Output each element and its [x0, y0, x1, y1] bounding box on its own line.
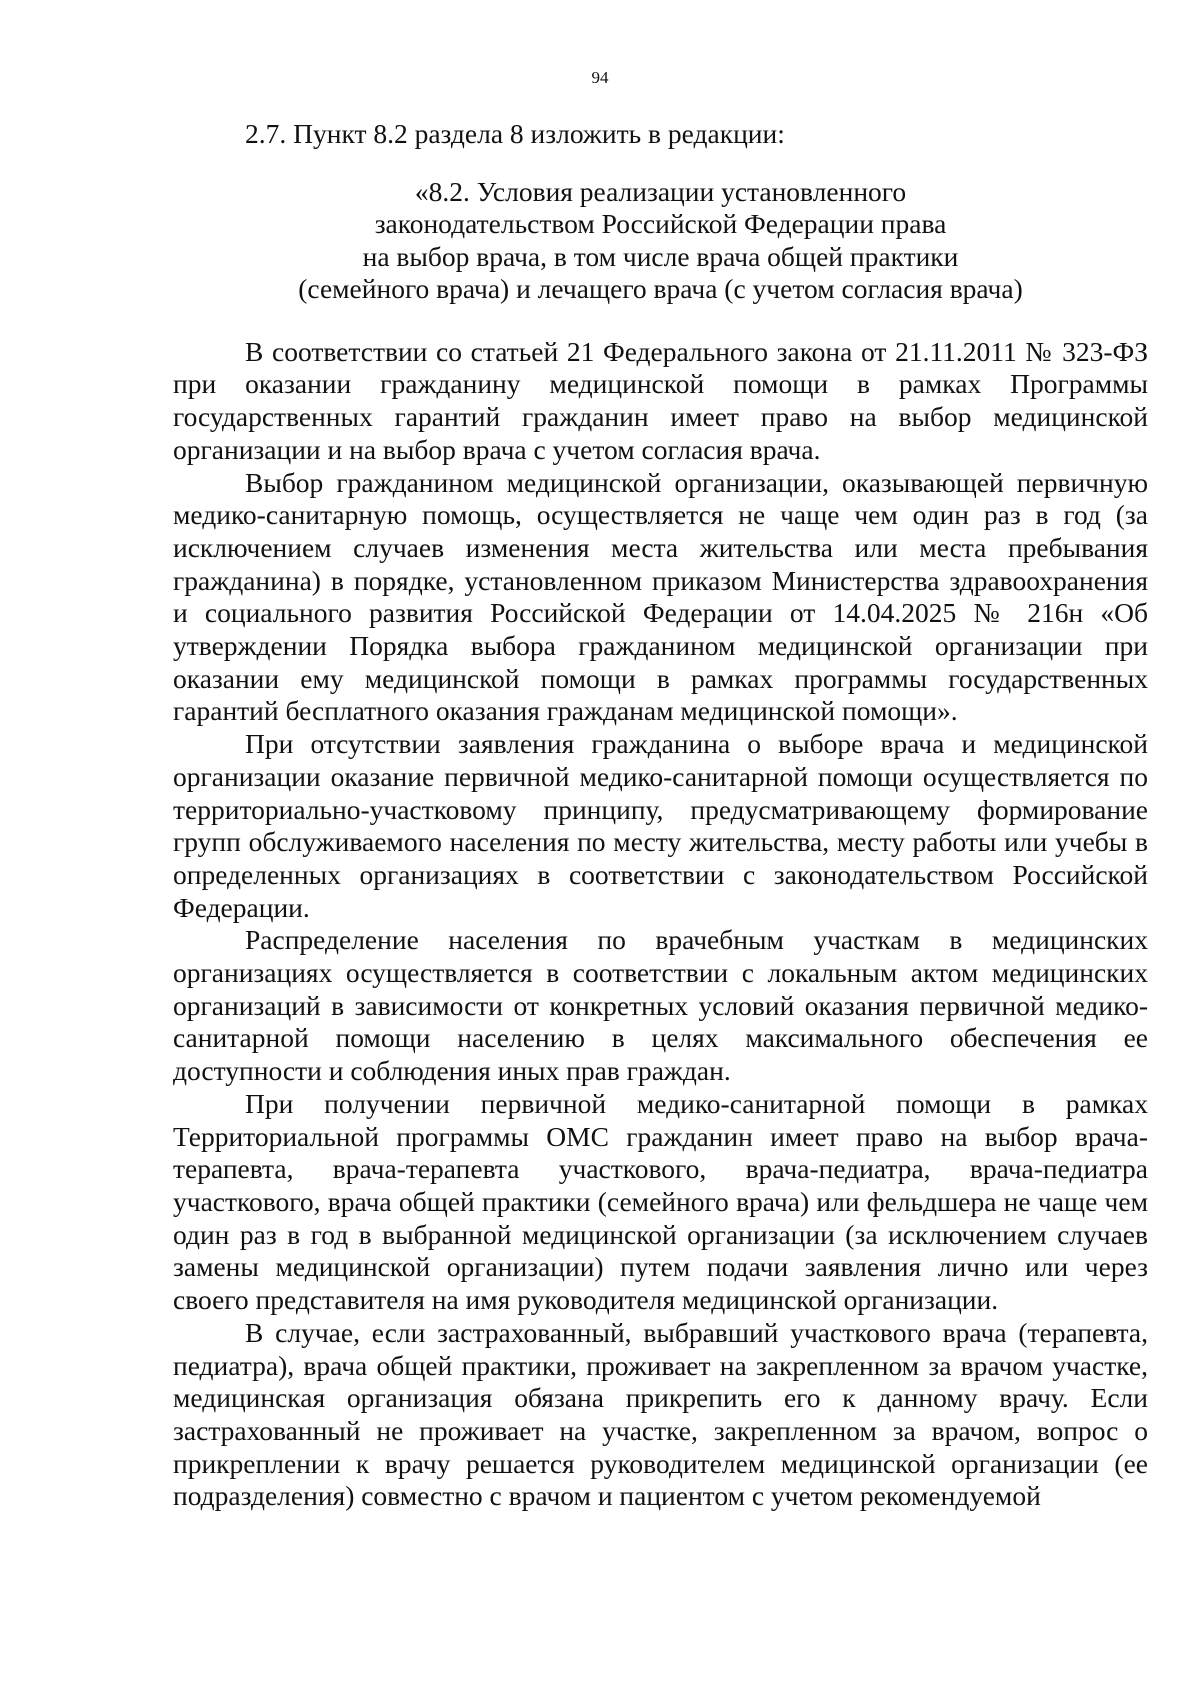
paragraph: В случае, если застрахованный, выбравший участкового врача (терапевта, педиатра), врача общей практики, проживает на закрепленном за врачом участке, медицинская организация обязана прикрепить его к данному врачу. Если застрахованный не проживает на участке, закрепленном за врачом, вопрос о прикреплении к врачу решается руководителем медицинской организации (ее подразделения) совместно с врачом и пациентом с учетом рекомендуемой: [173, 1316, 1148, 1512]
paragraph: Выбор гражданином медицинской организации, оказывающей первичную медико-санитарную помощь, осуществляется не чаще чем один раз в год (за исключением случаев изменения места жительства или места пребывания гражданина) в порядке, установленном приказом Министерства здравоохранения и социального развития Российской Федерации от 14.04.2025 № 216н «Об утверждении Порядка выбора гражданином медицинской организации при оказании ему медицинской помощи в рамках программы государственных гарантий бесплатного оказания гражданам медицинской помощи».: [173, 466, 1148, 727]
heading-line: на выбор врача, в том числе врача общей практики: [362, 240, 959, 272]
intro-line: 2.7. Пункт 8.2 раздела 8 изложить в редакции:: [245, 118, 785, 149]
paragraph: Распределение населения по врачебным участкам в медицинских организациях осуществляется в соответствии с локальным актом медицинских организаций в зависимости от конкретных условий оказания первичной медико-санитарной помощи населению в целях максимального обеспечения ее доступности и соблюдения иных прав граждан.: [173, 924, 1148, 1087]
section-heading: [173, 176, 1148, 306]
page-number: 94: [591, 68, 609, 87]
heading-line: законодательством Российской Федерации права: [374, 208, 947, 240]
heading-line: (семейного врача) и лечащего врача (с учетом согласия врача): [298, 273, 1023, 305]
paragraphs: [173, 336, 1148, 1513]
paragraph: При получении первичной медико-санитарной помощи в рамках Территориальной программы ОМС гражданин имеет право на выбор врача-терапевта, врача-терапевта участкового, врача-педиатра, врача-педиатра участкового, врача общей практики (семейного врача) или фельдшера не чаще чем один раз в год в выбранной медицинской организации (за исключением случаев замены медицинской организации) путем подачи заявления лично или через своего представителя на имя руководителя медицинской организации.: [173, 1087, 1148, 1316]
document-body: [173, 118, 1148, 1513]
paragraph: При отсутствии заявления гражданина о выборе врача и медицинской организации оказание первичной медико-санитарной помощи осуществляется по территориально-участковому принципу, предусматривающему формирование групп обслуживаемого населения по месту жительства, месту работы или учебы в определенных организациях в соответствии с законодательством Российской Федерации.: [173, 728, 1148, 923]
paragraph: В соответствии со статьей 21 Федерального закона от 21.11.2011 № 323-ФЗ при оказании гражданину медицинской помощи в рамках Программы государственных гарантий гражданин имеет право на выбор медицинской организации и на выбор врача с учетом согласия врача.: [173, 335, 1148, 465]
heading-line: «8.2. Условия реализации установленного: [414, 175, 907, 207]
